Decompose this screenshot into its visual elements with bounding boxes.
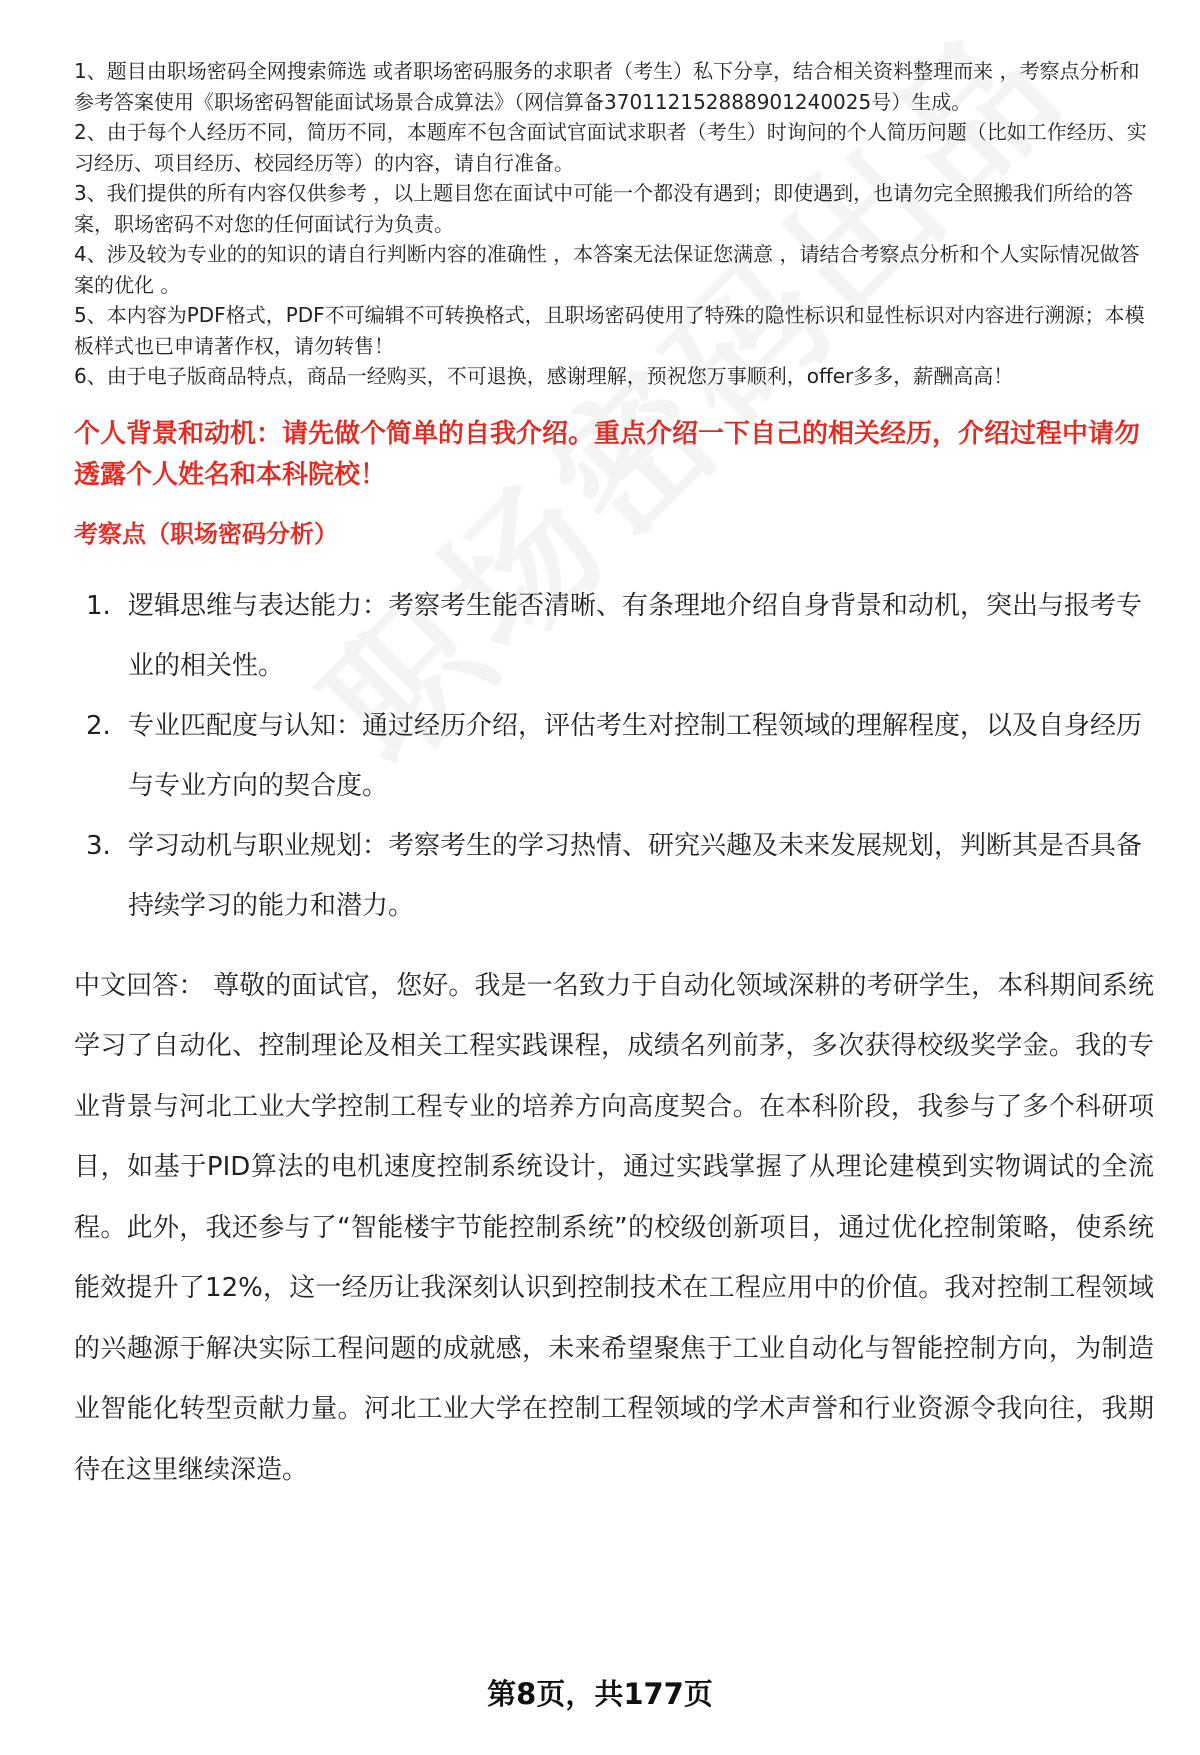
point-number: 1. (86, 590, 111, 621)
answer-text: 中文回答： 尊敬的面试官，您好。我是一名致力于自动化领域深耕的考研学生，本科期间系统学习了自动化、控制理论及相关工程实践课程，成绩名列前茅，多次获得校级奖学金。我的专业背景与河北工业大学控制工程专业的培养方向高度契合。在本科阶段，我参与了多个科研项目，如基于PID算法的电机速度控制系统设计，通过实践掌握了从理论建模到实物调试的全流程。此外，我还参与了“智能楼宇节能控制系统”的校级创新项目，通过优化控制策略，使系统能效提升了12%，这一经历让我深刻认识到控制技术在工程应用中的价值。我对控制工程领域的兴趣源于解决实际工程问题的成就感，未来希望聚焦于工业自动化与智能控制方向，为制造业智能化转型贡献力量。河北工业大学在控制工程领域的学术声誉和行业资源令我向往，我期待在这里继续深造。 (74, 970, 1154, 1485)
interview-question: 个人背景和动机：请先做个简单的自我介绍。重点介绍一下自己的相关经历，介绍过程中请勿透露个人姓名和本科院校！ (74, 418, 1141, 490)
note-item: 4、涉及较为专业的的知识的请自行判断内容的准确性 ，本答案无法保证您满意 ，请结合考察点分析和个人实际情况做答案的优化 。 (74, 242, 1140, 297)
point-text: 逻辑思维与表达能力：考察考生能否清晰、有条理地介绍自身背景和动机，突出与报考专业的相关性。 (128, 590, 1143, 681)
analysis-title: 考察点（职场密码分析） (74, 519, 338, 548)
document-page (74, 56, 1154, 1500)
note-item: 2、由于每个人经历不同，简历不同，本题库不包含面试官面试求职者（考生）时询问的个人简历问题（比如工作经历、实习经历、项目经历、校园经历等）的内容，请自行准备。 (74, 120, 1147, 175)
disclaimer-notes (74, 56, 1154, 392)
analysis-point (74, 576, 1154, 696)
note-item: 1、题目由职场密码全网搜索筛选 或者职场密码服务的求职者（考生）私下分享，结合相关资料整理而来 ，考察点分析和参考答案使用《职场密码智能面试场景合成算法》（网信算备370112152888901240025号）生成。 (74, 59, 1140, 114)
point-number: 3. (86, 830, 111, 861)
analysis-points (74, 576, 1154, 936)
point-number: 2. (86, 710, 111, 741)
analysis-point (74, 696, 1154, 816)
point-text: 学习动机与职业规划：考察考生的学习热情、研究兴趣及未来发展规划，判断其是否具备持续学习的能力和潜力。 (128, 830, 1143, 921)
page-footer: 第8页，共177页 (487, 1677, 713, 1711)
analysis-point (74, 816, 1154, 936)
note-item: 5、本内容为PDF格式，PDF不可编辑不可转换格式，且职场密码使用了特殊的隐性标识和显性标识对内容进行溯源；本模板样式也已申请著作权，请勿转售！ (74, 303, 1145, 358)
note-item: 3、我们提供的所有内容仅供参考 ，以上题目您在面试中可能一个都没有遇到；即使遇到，也请勿完全照搬我们所给的答案，职场密码不对您的任何面试行为负责。 (74, 181, 1134, 236)
point-text: 专业匹配度与认知：通过经历介绍，评估考生对控制工程领域的理解程度，以及自身经历与专业方向的契合度。 (128, 710, 1143, 801)
note-item: 6、由于电子版商品特点，商品一经购买，不可退换，感谢理解，预祝您万事顺利，offer多多，薪酬高高！ (74, 364, 1014, 388)
